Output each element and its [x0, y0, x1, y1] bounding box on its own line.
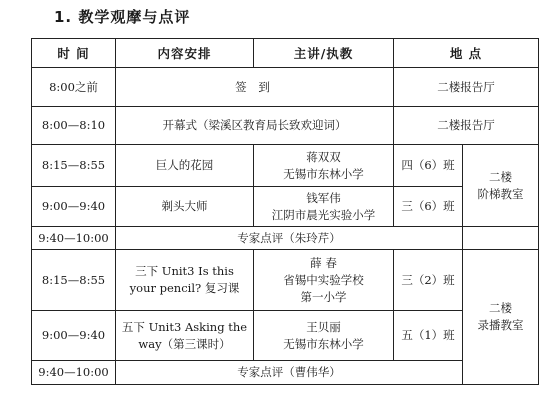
table-row	[32, 187, 539, 227]
table-header-row	[32, 39, 539, 68]
row-class: 三（2）班	[394, 250, 463, 311]
row-content: 签 到	[116, 68, 394, 107]
content-line: 三下 Unit3 Is this	[135, 264, 234, 278]
table-row	[32, 145, 539, 187]
row-location: 二楼报告厅	[394, 68, 539, 107]
row-time: 8:15—8:55	[32, 145, 116, 187]
row-class: 四（6）班	[394, 145, 463, 187]
row-content	[116, 311, 254, 361]
row-content: 专家点评（朱玲芹）	[116, 227, 463, 250]
content-line: 五下 Unit3 Asking the	[121, 319, 248, 334]
row-speaker	[254, 250, 394, 311]
row-time: 8:00—8:10	[32, 107, 116, 145]
row-time: 8:00之前	[32, 68, 116, 107]
row-time: 9:00—9:40	[32, 187, 116, 227]
row-time: 9:40—10:00	[32, 227, 116, 250]
row-content: 专家点评（曹伟华）	[116, 361, 463, 385]
venue-room: 录播教室	[477, 318, 524, 332]
table-row	[32, 361, 539, 385]
venue-floor: 二楼	[489, 301, 512, 315]
header-time: 时 间	[32, 39, 116, 68]
row-content: 开幕式（梁溪区教育局长致欢迎词）	[116, 107, 394, 145]
row-time: 8:15—8:55	[32, 250, 116, 311]
table-row	[32, 227, 539, 250]
speaker-school: 第一小学	[300, 289, 347, 304]
row-content: 剃头大师	[116, 187, 254, 227]
venue-cell	[463, 250, 539, 385]
header-location: 地 点	[394, 39, 539, 68]
table-row	[32, 311, 539, 361]
venue-floor: 二楼	[489, 169, 512, 184]
speaker-name: 王贝丽	[306, 319, 341, 334]
table-row	[32, 107, 539, 145]
row-class: 三（6）班	[394, 187, 463, 227]
venue-cell	[463, 145, 539, 227]
content-line: your pencil? 复习课	[129, 281, 240, 295]
row-speaker	[254, 187, 394, 227]
speaker-school: 江阴市晨光实验小学	[271, 207, 376, 222]
table-row	[32, 68, 539, 107]
row-content: 巨人的花园	[116, 145, 254, 187]
empty-cell	[463, 227, 539, 250]
header-content: 内容安排	[116, 39, 254, 68]
speaker-school: 无锡市东林小学	[283, 336, 364, 351]
row-time: 9:40—10:00	[32, 361, 116, 385]
row-speaker	[254, 311, 394, 361]
row-time: 9:00—9:40	[32, 311, 116, 361]
row-content	[116, 250, 254, 311]
speaker-name: 薛 春	[310, 255, 337, 270]
speaker-name: 钱军伟	[306, 190, 341, 205]
schedule-table	[31, 38, 539, 385]
row-location: 二楼报告厅	[394, 107, 539, 145]
speaker-school: 省锡中实验学校	[283, 272, 364, 287]
venue-room: 阶梯教室	[477, 186, 524, 201]
speaker-school: 无锡市东林小学	[283, 166, 364, 181]
row-speaker	[254, 145, 394, 187]
header-speaker: 主讲/执教	[254, 39, 394, 68]
section-heading: 1. 教学观摩与点评	[54, 8, 191, 26]
speaker-name: 蒋双双	[306, 149, 341, 164]
row-class: 五（1）班	[394, 311, 463, 361]
content-line: way（第三课时）	[138, 336, 231, 351]
table-row	[32, 250, 539, 311]
